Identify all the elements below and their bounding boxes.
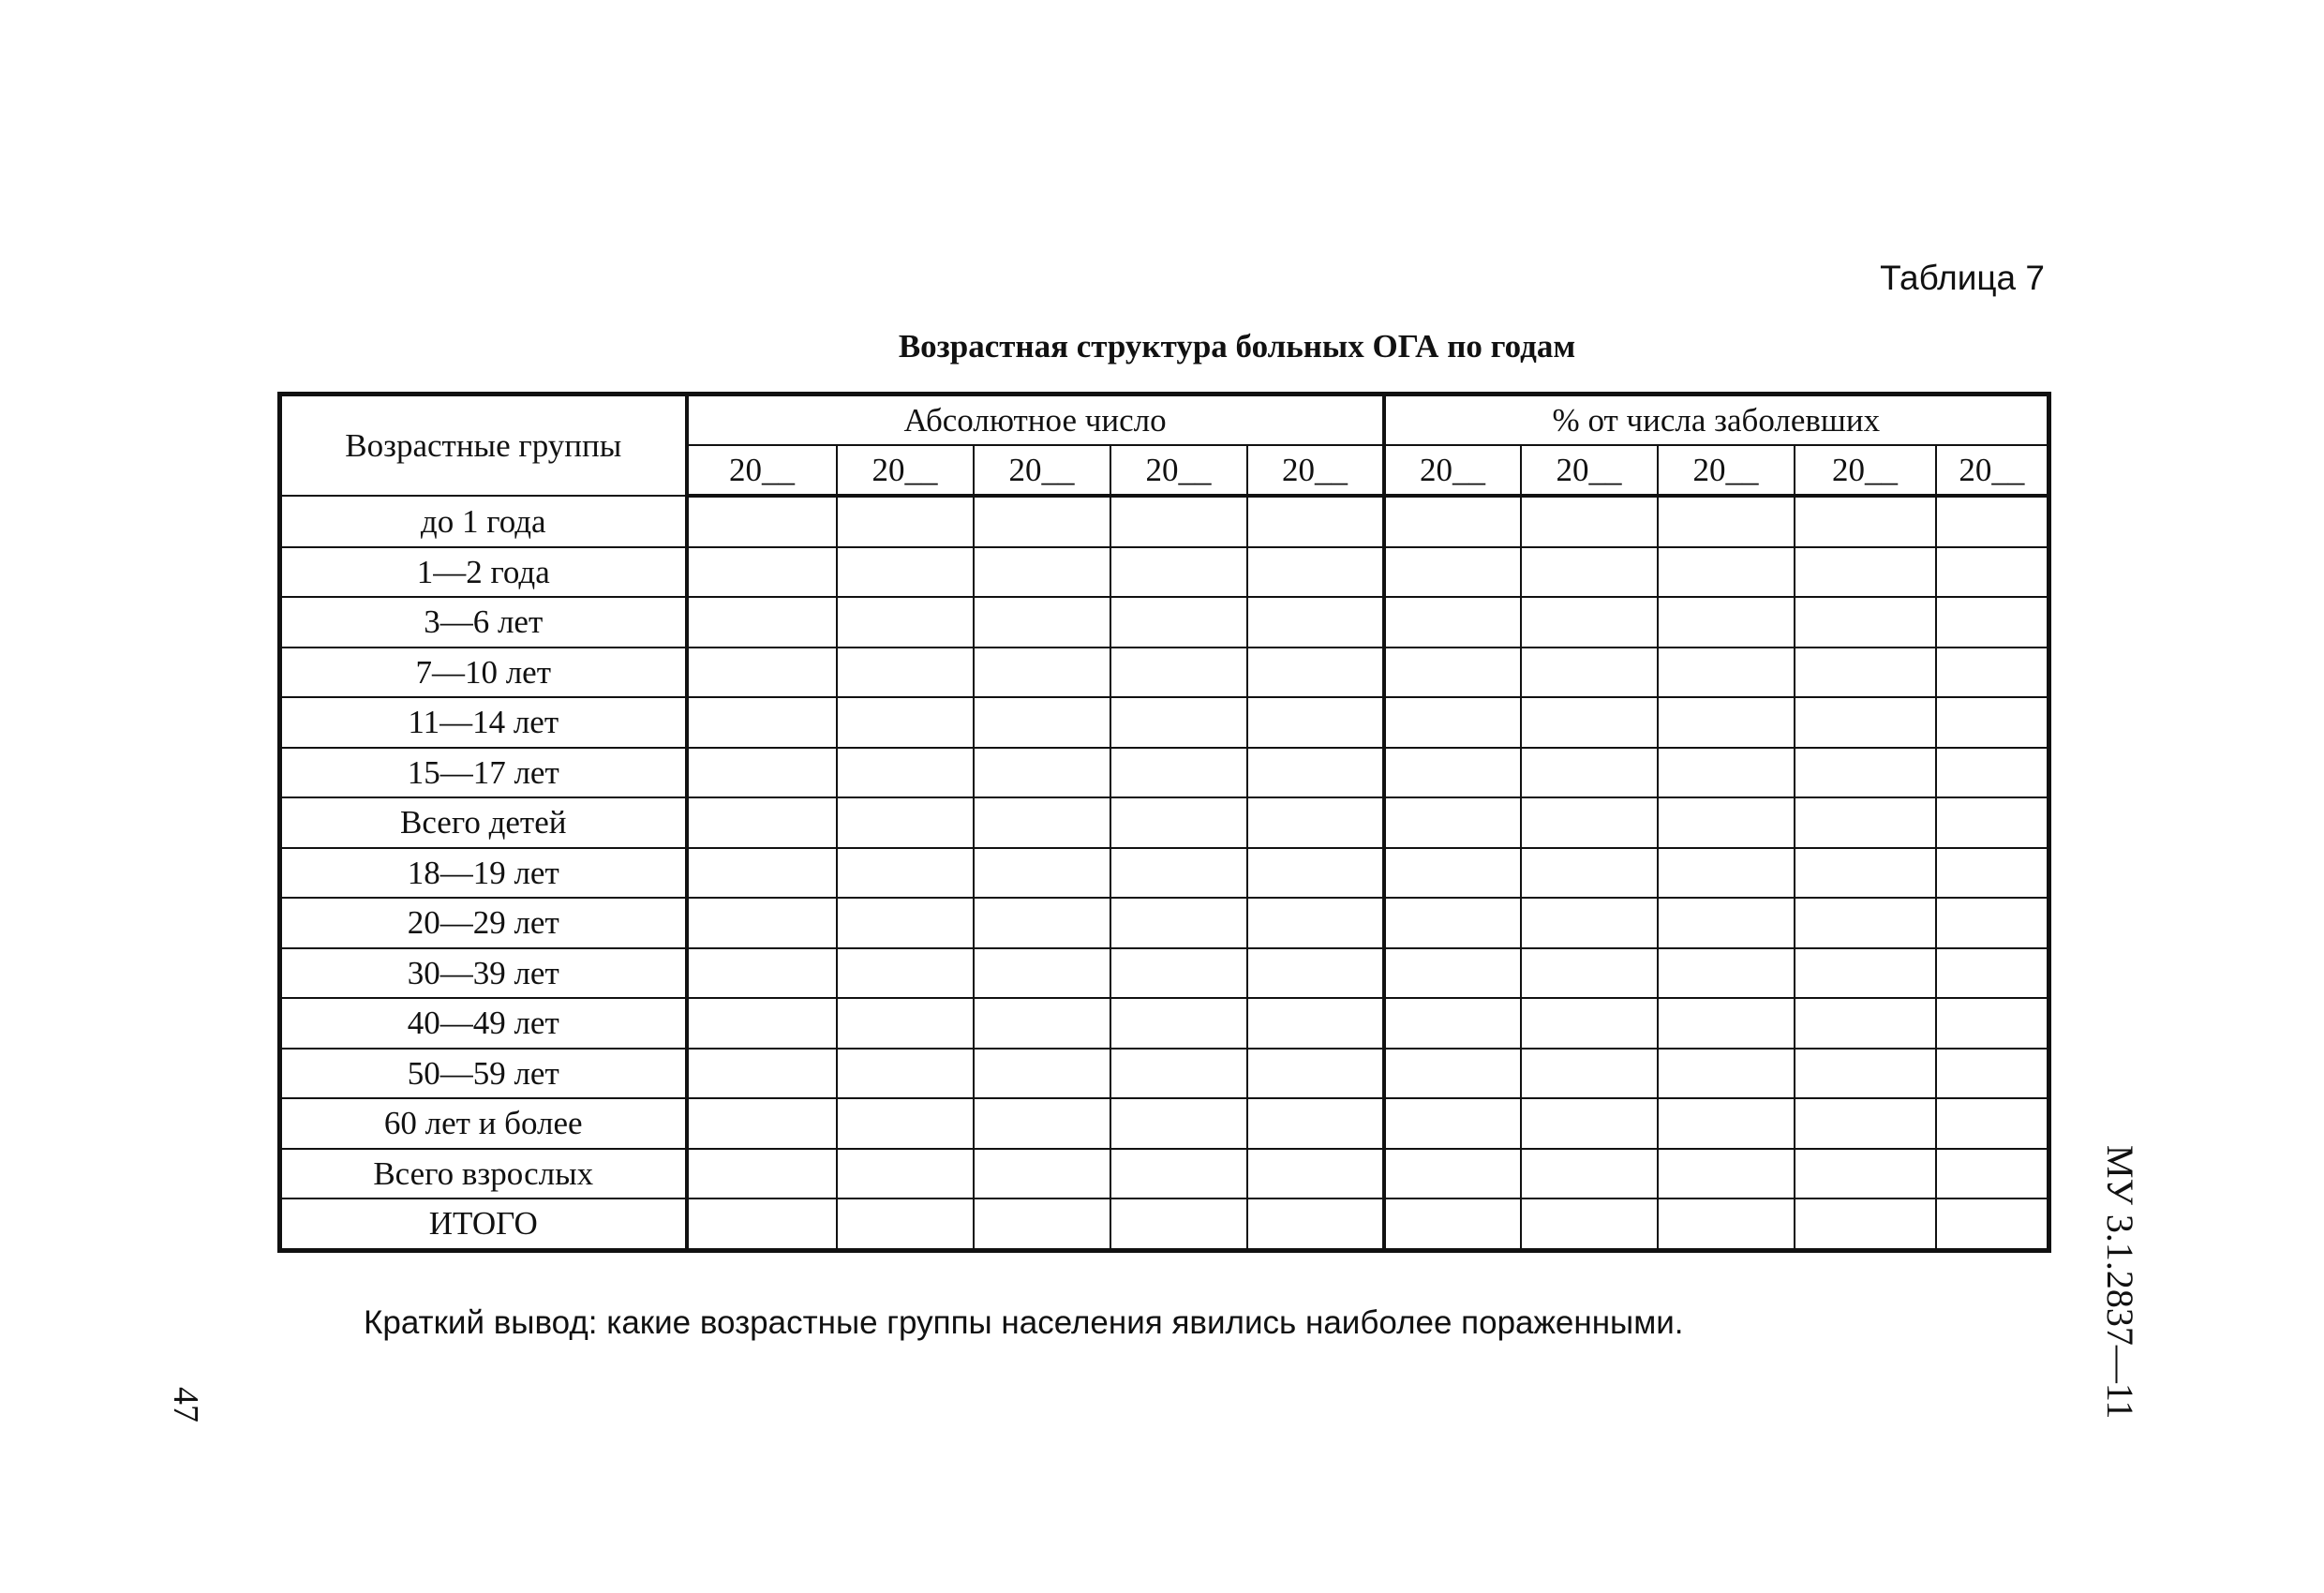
empty-cell <box>837 1149 974 1199</box>
year-header-cell: 20__ <box>1110 445 1247 496</box>
empty-cell <box>974 1149 1110 1199</box>
empty-cell <box>1936 1149 2049 1199</box>
empty-cell <box>1936 547 2049 598</box>
age-group-label: до 1 года <box>280 496 687 547</box>
empty-cell <box>1247 797 1384 848</box>
empty-cell <box>1110 998 1247 1049</box>
empty-cell <box>1795 1149 1936 1199</box>
table-row <box>280 948 2049 999</box>
empty-cell <box>1247 597 1384 648</box>
empty-cell <box>1247 948 1384 999</box>
empty-cell <box>1521 898 1658 948</box>
table-row <box>280 898 2049 948</box>
age-group-label: 7—10 лет <box>280 648 687 698</box>
empty-cell <box>837 998 974 1049</box>
empty-cell <box>1384 748 1521 798</box>
empty-cell <box>1521 748 1658 798</box>
empty-cell <box>1384 1198 1521 1250</box>
empty-cell <box>1110 1149 1247 1199</box>
empty-cell <box>1110 748 1247 798</box>
table-row <box>280 1049 2049 1099</box>
empty-cell <box>837 648 974 698</box>
empty-cell <box>1658 697 1795 748</box>
empty-cell <box>1658 948 1795 999</box>
empty-cell <box>1521 697 1658 748</box>
empty-cell <box>1658 1149 1795 1199</box>
empty-cell <box>1110 848 1247 899</box>
empty-cell <box>1936 948 2049 999</box>
table-row <box>280 547 2049 598</box>
empty-cell <box>974 848 1110 899</box>
empty-cell <box>1384 496 1521 547</box>
table-row <box>280 597 2049 648</box>
empty-cell <box>1936 848 2049 899</box>
empty-cell <box>1795 797 1936 848</box>
empty-cell <box>1795 697 1936 748</box>
empty-cell <box>974 496 1110 547</box>
document-code: МУ 3.1.2837—11 <box>2099 1145 2141 1420</box>
year-header-cell: 20__ <box>687 445 837 496</box>
empty-cell <box>1247 547 1384 598</box>
empty-cell <box>837 496 974 547</box>
empty-cell <box>1658 597 1795 648</box>
empty-cell <box>1247 697 1384 748</box>
empty-cell <box>687 748 837 798</box>
age-group-label: 15—17 лет <box>280 748 687 798</box>
empty-cell <box>687 597 837 648</box>
empty-cell <box>687 998 837 1049</box>
empty-cell <box>1247 748 1384 798</box>
empty-cell <box>687 1149 837 1199</box>
table-row <box>280 748 2049 798</box>
empty-cell <box>687 848 837 899</box>
empty-cell <box>1795 998 1936 1049</box>
table-row <box>280 697 2049 748</box>
empty-cell <box>1110 697 1247 748</box>
empty-cell <box>1658 1098 1795 1149</box>
empty-cell <box>1521 848 1658 899</box>
empty-cell <box>1521 948 1658 999</box>
empty-cell <box>1795 1049 1936 1099</box>
empty-cell <box>1247 648 1384 698</box>
year-header-cell: 20__ <box>1795 445 1936 496</box>
empty-cell <box>1658 1198 1795 1250</box>
age-groups-header: Возрастные группы <box>280 395 687 497</box>
table-row <box>280 648 2049 698</box>
empty-cell <box>1247 1198 1384 1250</box>
empty-cell <box>1795 597 1936 648</box>
empty-cell <box>1658 898 1795 948</box>
empty-cell <box>1110 1198 1247 1250</box>
empty-cell <box>974 1098 1110 1149</box>
year-header-cell: 20__ <box>1521 445 1658 496</box>
empty-cell <box>687 648 837 698</box>
empty-cell <box>837 1198 974 1250</box>
empty-cell <box>1110 797 1247 848</box>
empty-cell <box>687 1049 837 1099</box>
table-row <box>280 797 2049 848</box>
empty-cell <box>837 797 974 848</box>
table-row <box>280 1149 2049 1199</box>
table-number: Таблица 7 <box>1880 259 2045 297</box>
empty-cell <box>837 898 974 948</box>
year-header-cell: 20__ <box>1247 445 1384 496</box>
age-group-label: 1—2 года <box>280 547 687 598</box>
table-title: Возрастная структура больных ОГА по годам <box>898 328 1576 365</box>
table-body <box>280 496 2049 1250</box>
empty-cell <box>974 797 1110 848</box>
empty-cell <box>1795 648 1936 698</box>
year-header-cell: 20__ <box>837 445 974 496</box>
empty-cell <box>837 1098 974 1149</box>
empty-cell <box>1658 797 1795 848</box>
age-group-label: 40—49 лет <box>280 998 687 1049</box>
empty-cell <box>974 1049 1110 1099</box>
empty-cell <box>1110 948 1247 999</box>
age-group-label: Всего взрослых <box>280 1149 687 1199</box>
empty-cell <box>1384 948 1521 999</box>
empty-cell <box>837 547 974 598</box>
empty-cell <box>1936 496 2049 547</box>
empty-cell <box>1658 648 1795 698</box>
empty-cell <box>1795 898 1936 948</box>
empty-cell <box>837 748 974 798</box>
age-group-label: 11—14 лет <box>280 697 687 748</box>
empty-cell <box>1936 898 2049 948</box>
page-number: 47 <box>166 1387 205 1422</box>
age-group-label: 60 лет и более <box>280 1098 687 1149</box>
empty-cell <box>1247 898 1384 948</box>
table-row <box>280 496 2049 547</box>
empty-cell <box>687 1098 837 1149</box>
empty-cell <box>1384 648 1521 698</box>
empty-cell <box>1384 998 1521 1049</box>
empty-cell <box>1384 1149 1521 1199</box>
empty-cell <box>1521 1098 1658 1149</box>
empty-cell <box>1936 1049 2049 1099</box>
age-group-label: 30—39 лет <box>280 948 687 999</box>
empty-cell <box>974 1198 1110 1250</box>
empty-cell <box>974 597 1110 648</box>
age-structure-table <box>277 392 2051 1253</box>
year-header-cell: 20__ <box>974 445 1110 496</box>
empty-cell <box>1936 597 2049 648</box>
empty-cell <box>1384 597 1521 648</box>
empty-cell <box>837 1049 974 1099</box>
empty-cell <box>1795 1198 1936 1250</box>
empty-cell <box>1521 547 1658 598</box>
empty-cell <box>1658 848 1795 899</box>
empty-cell <box>687 697 837 748</box>
empty-cell <box>974 898 1110 948</box>
empty-cell <box>1110 547 1247 598</box>
empty-cell <box>1247 1049 1384 1099</box>
empty-cell <box>687 547 837 598</box>
empty-cell <box>1795 547 1936 598</box>
empty-cell <box>1936 648 2049 698</box>
empty-cell <box>1795 848 1936 899</box>
empty-cell <box>1384 797 1521 848</box>
empty-cell <box>1936 1198 2049 1250</box>
empty-cell <box>974 998 1110 1049</box>
empty-cell <box>1110 898 1247 948</box>
year-header-cell: 20__ <box>1658 445 1795 496</box>
empty-cell <box>1936 1098 2049 1149</box>
empty-cell <box>1795 948 1936 999</box>
table-row <box>280 1198 2049 1250</box>
empty-cell <box>1247 998 1384 1049</box>
empty-cell <box>1521 496 1658 547</box>
age-group-label: 50—59 лет <box>280 1049 687 1099</box>
empty-cell <box>1658 998 1795 1049</box>
empty-cell <box>1110 496 1247 547</box>
empty-cell <box>837 597 974 648</box>
year-header-cell: 20__ <box>1936 445 2049 496</box>
empty-cell <box>974 948 1110 999</box>
empty-cell <box>1936 748 2049 798</box>
empty-cell <box>687 496 837 547</box>
table-row <box>280 848 2049 899</box>
absolute-number-header: Абсолютное число <box>687 395 1384 446</box>
empty-cell <box>1936 697 2049 748</box>
empty-cell <box>1110 1049 1247 1099</box>
empty-cell <box>1110 1098 1247 1149</box>
empty-cell <box>1521 1149 1658 1199</box>
empty-cell <box>837 948 974 999</box>
empty-cell <box>1384 697 1521 748</box>
empty-cell <box>687 797 837 848</box>
empty-cell <box>1936 998 2049 1049</box>
empty-cell <box>687 948 837 999</box>
table-row <box>280 1098 2049 1149</box>
empty-cell <box>974 748 1110 798</box>
empty-cell <box>1384 1098 1521 1149</box>
empty-cell <box>1384 547 1521 598</box>
empty-cell <box>974 697 1110 748</box>
empty-cell <box>1247 1149 1384 1199</box>
empty-cell <box>974 547 1110 598</box>
empty-cell <box>1521 998 1658 1049</box>
empty-cell <box>1110 648 1247 698</box>
empty-cell <box>1247 1098 1384 1149</box>
year-header-cell: 20__ <box>1384 445 1521 496</box>
empty-cell <box>1384 898 1521 948</box>
empty-cell <box>1795 496 1936 547</box>
table-row <box>280 998 2049 1049</box>
age-group-label: ИТОГО <box>280 1198 687 1250</box>
empty-cell <box>1110 597 1247 648</box>
empty-cell <box>1384 848 1521 899</box>
empty-cell <box>1795 748 1936 798</box>
table-header <box>280 395 2049 497</box>
empty-cell <box>1521 597 1658 648</box>
empty-cell <box>1521 1198 1658 1250</box>
empty-cell <box>1521 1049 1658 1099</box>
empty-cell <box>974 648 1110 698</box>
empty-cell <box>1795 1098 1936 1149</box>
age-group-label: 20—29 лет <box>280 898 687 948</box>
empty-cell <box>1384 1049 1521 1099</box>
empty-cell <box>1521 797 1658 848</box>
empty-cell <box>687 898 837 948</box>
empty-cell <box>837 697 974 748</box>
empty-cell <box>837 848 974 899</box>
empty-cell <box>1247 496 1384 547</box>
conclusion-text: Краткий вывод: какие возрастные группы населения явились наиболее пораженными. <box>364 1304 1684 1341</box>
empty-cell <box>1658 1049 1795 1099</box>
empty-cell <box>687 1198 837 1250</box>
empty-cell <box>1521 648 1658 698</box>
age-group-label: 18—19 лет <box>280 848 687 899</box>
percent-header: % от числа заболевших <box>1384 395 2049 446</box>
empty-cell <box>1658 547 1795 598</box>
empty-cell <box>1658 496 1795 547</box>
empty-cell <box>1936 797 2049 848</box>
empty-cell <box>1658 748 1795 798</box>
age-group-label: Всего детей <box>280 797 687 848</box>
empty-cell <box>1247 848 1384 899</box>
age-group-label: 3—6 лет <box>280 597 687 648</box>
